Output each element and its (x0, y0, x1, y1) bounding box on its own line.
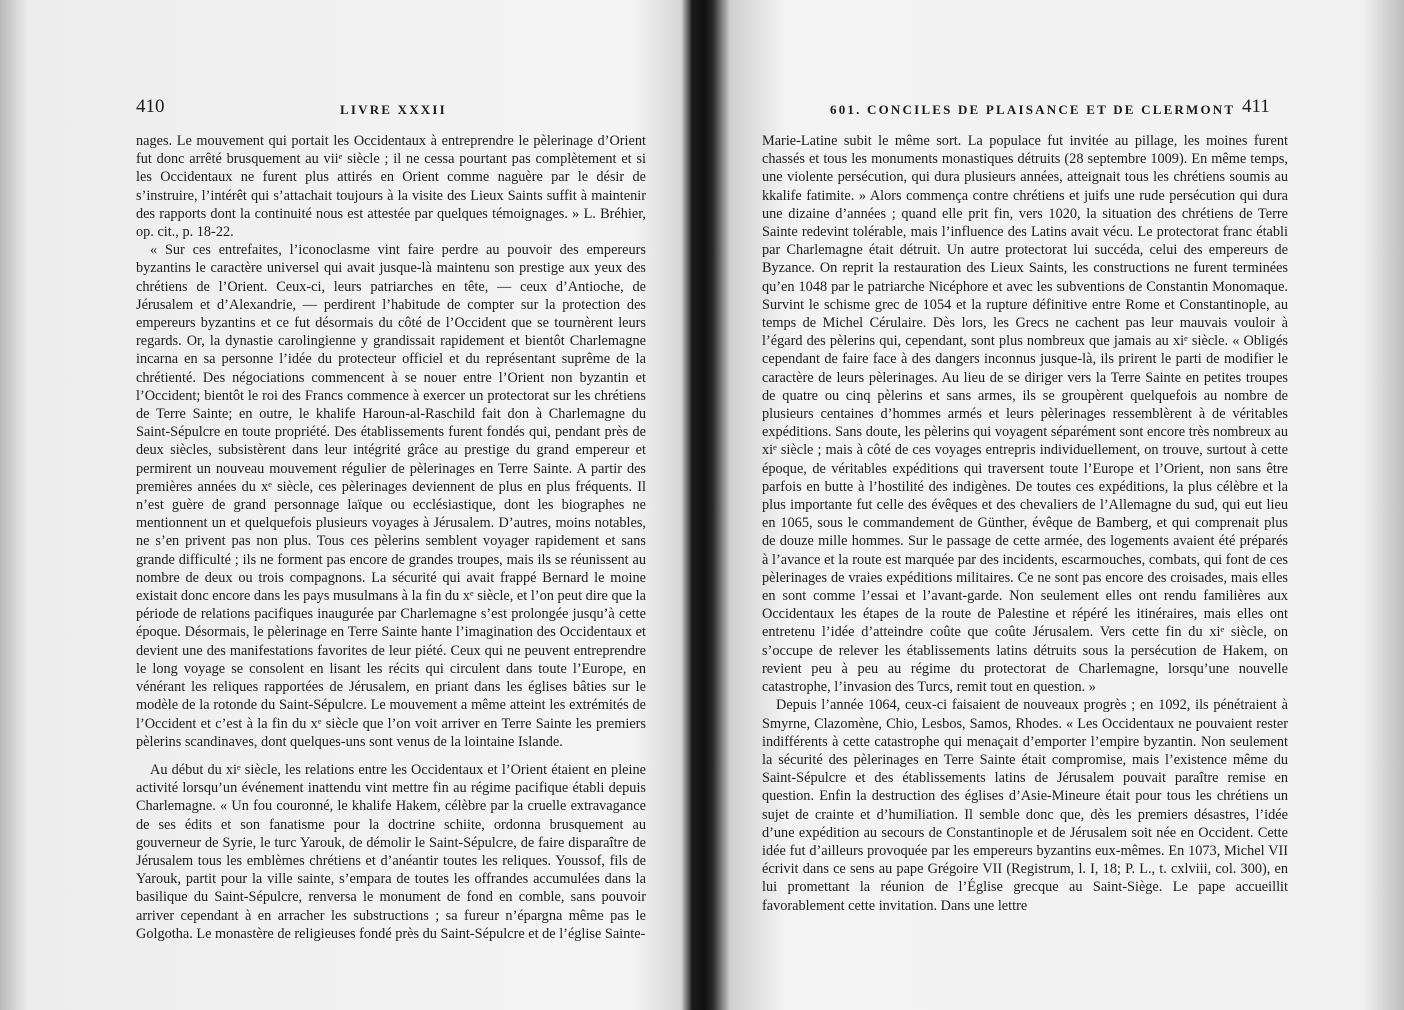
right-paragraph-2: Depuis l’année 1064, ceux-ci faisaient de nouveaux progrès ; en 1092, ils pénétraient à Smyrne, Clazomène, Chio, Lesbos, Samos, Rhodes. « Les Occidentaux ne pouvaient rester indifférents à cette catastrophe qui menaçait d’emporter l’empire byzantin. Non seulement la sécurité des pèlerinages en Terre Sainte était compromise, mais l’existence même du Saint-Sépulcre et des établissements latins de Jérusalem pouvait paraître remise en question. Enfin la destruction des églises d’Asie-Mineure était pour tous les chrétiens un sujet de crainte et d’humiliation. Il semble donc que, dès les premiers désastres, l’idée d’une expédition au secours de Constantinople et de Jérusalem soit née en Occident. Cette idée fut d’ailleurs provoquée par les empereurs byzantins eux-mêmes. En 1073, Michel VII écrivit dans ce sens au pape Grégoire VII (Registrum, l. I, 18; P. L., t. cxlviii, col. 300), en lui promettant la réunion de l’Église grecque au Saint-Siège. Le pape accueillit favorablement cette invitation. Dans une lettre (762, 697, 1288, 914)
right-running-head: 601. CONCILES DE PLAISANCE ET DE CLERMONT (830, 102, 1236, 117)
left-page-body (136, 132, 646, 943)
left-page (0, 0, 690, 1010)
left-paragraph-2: « Sur ces entrefaites, l’iconoclasme vint faire perdre au pouvoir des empereurs byzantins le caractère universel qui avait jusque-là maintenu son prestige aux yeux des chrétiens de l’Orient. Ceux-ci, leurs patriarches en tête, — ceux d’Antioche, de Jérusalem et d’Alexandrie, — perdirent l’habitude de compter sur la protection des empereurs byzantins et ce fut désormais du côté de l’Occident que se tournèrent leurs regards. Or, la dynastie carolingienne y grandissait rapidement et bientôt Charlemagne incarna en sa personne l’idée du protecteur officiel et du représentant suprême de la chrétienté. Des négociations commencent à se nouer entre l’Orient non byzantin et l’Occident; bientôt le roi des Francs commence à exercer un protectorat sur les chrétiens de Terre Sainte; en outre, le khalife Haroun-al-Raschild fait don à Charlemagne du Saint-Sépulcre en toute propriété. Des établissements furent fondés qui, pendant près de deux siècles, subsistèrent dans leur intégrité grâce au prestige du grand empereur et permirent un nouveau mouvement régulier de pèlerinages en Terre Sainte. A partir des premières années du xᵉ siècle, ces pèlerinages deviennent de plus en plus fréquents. Il n’est guère de grand personnage laïque ou ecclésiastique, dont les biographes ne mentionnent un et quelquefois plusieurs voyages à Jérusalem. D’autres, moins notables, ne s’en privent pas non plus. Tous ces pèlerins semblent voyager rapidement et sans grande difficulté ; ils ne forment pas encore de grandes troupes, mais ils se réunissent au nombre de deux ou trois compagnons. La sécurité qui avait frappé Bernard le moine existait donc encore dans les pays musulmans à la fin du xᵉ siècle, et l’on peut dire que la période de relations pacifiques inaugurée par Charlemagne s’est prolongée jusqu’à cette époque. Désormais, le pèlerinage en Terre Sainte hante l’imagination des Occidentaux et devient une des manifestations favorites de leur piété. Ceux qui ne peuvent entreprendre le long voyage se consolent en lisant les récits qui circulent dans toute l’Europe, en vénérant les reliques rapportées de Jérusalem, en priant dans les églises bâties sur le modèle de la rotonde du Saint-Sépulcre. Le mouvement a même atteint les extrémités de l’Occident et c’est à la fin du xᵉ siècle que l’on voit arriver en Terre Sainte les premiers pèlerins scandinaves, dont quelques-uns sont venus de la lointaine Islande. (136, 242, 646, 750)
right-page-header (712, 96, 1404, 124)
left-page-number: 410 (136, 96, 165, 117)
left-page-header (0, 96, 690, 124)
right-page-body (762, 132, 1288, 915)
left-running-head: LIVRE XXXII (340, 102, 447, 117)
left-paragraph-3: Au début du xiᵉ siècle, les relations entre les Occidentaux et l’Orient étaient en pleine activité lorsqu’un événement inattendu vint mettre fin au régime pacifique établi depuis Charlemagne. « Un fou couronné, le khalife Hakem, célèbre par la cruelle extravagance de ses édits et son fanatisme pour la doctrine schiite, ordonna brusquement au gouverneur de Syrie, le turc Yarouk, de démolir le Saint-Sépulcre, de faire disparaître de Jérusalem tous les emblèmes chrétiens et d’anéantir toutes les reliques. Youssof, fils de Yarouk, partit pour la ville sainte, s’empara de toutes les offrandes accumulées dans la basilique du Saint-Sépulcre, renversa le monument de fond en comble, sans pouvoir arriver cependant à en arracher les substructions ; sa fureur n’épargna même pas le Golgotha. Le monastère de religieuses fondé près du Saint-Sépulcre et de l’église Sainte- (136, 761, 646, 942)
right-page-number: 411 (1242, 96, 1270, 117)
right-paragraph-1: Marie-Latine subit le même sort. La populace fut invitée au pillage, les moines furent chassés et tous les monuments monastiques détruits (28 septembre 1009). En même temps, une violente persécution, qui dura plusieurs années, atteignait tous les chrétiens soumis au kkalife fatimite. » Alors commença contre chrétiens et juifs une rude persécution qui dura une dizaine d’années ; quand elle prit fin, vers 1020, la situation des chrétiens de Terre Sainte redevint tolérable, mais l’influence des Latins avait vécu. Le protectorat franc établi par Charlemagne était détruit. Un autre protectorat lui succéda, celui des empereurs de Byzance. On reprit la restauration des Lieux Saints, les constructions ne furent terminées qu’en 1048 par le patriarche Nicéphore et avec les subventions de Constantin Monomaque. Survint le schisme grec de 1054 et la rupture définitive entre Rome et Constantinople, au temps de Michel Cérulaire. Dès lors, les Grecs ne cachent pas leur mauvais vouloir à l’égard des pèlerins qui, cependant, sont plus nombreux que jamais au xiᵉ siècle. « Obligés cependant de faire face à des dangers inconnus jusque-là, ils prirent le parti de modifier le caractère de leurs pèlerinages. Au lieu de se diriger vers la Terre Sainte en petites troupes de quatre ou cinq pèlerins et sans armes, ils se groupèrent quelquefois au nombre de plusieurs centaines d’hommes armés et leurs pèlerinages ressemblèrent à de véritables expéditions. Sans doute, les pèlerins qui voyagent séparément sont encore très nombreux au xiᵉ siècle ; mais à côté de ces voyages entrepris individuellement, on trouve, surtout à cette époque, de véritables expéditions qui traversent toute l’Europe et l’Orient, non sans être parfois en butte à l’hostilité des indigènes. De toutes ces expéditions, la plus célèbre et la plus importante fut celle des évêques et des chevaliers de l’Allemagne du sud, qui eut lieu en 1065, sous le commandement de Günther, évêque de Bamberg, et qui comprenait plus de douze mille hommes. Sur le passage de cette armée, des logements avaient été préparés à l’avance et la route est marquée par des incidents, escarmouches, combats, qui font de ces pèlerinages de vraies expéditions militaires. Ce ne sont pas encore des croisades, mais elles en sont comme l’essai et l’avant-garde. Non seulement elles ont rendu familières aux Occidentaux les étapes de la route de Palestine et répéré les itinéraires, mais elles ont entretenu l’idée d’atteindre coûte que coûte Jérusalem. Vers cette fin du xiᵉ siècle, on s’occupe de relever les établissements latins détruits sous la persécution de Hakem, on revient peu à peu au régime du protectorat de Charlemagne, lorsqu’une nouvelle catastrophe, l’invasion des Turcs, remit tout en question. » (762, 133, 1288, 696)
left-paragraph-1: nages. Le mouvement qui portait les Occidentaux à entreprendre le pèlerinage d’Orient fut donc arrêté brusquement au viiᵉ siècle ; il ne cessa pourtant pas complètement et si les Occidentaux ne furent plus attirés en Orient comme naguère par le désir de s’instruire, l’intérêt qui s’attachait toujours à la visite des Lieux Saints suffit à maintenir des rapports dont la continuité nous est attestée par quelques témoignages. » L. Bréhier, op. cit., p. 18-22. (136, 133, 646, 241)
right-page (712, 0, 1404, 1010)
